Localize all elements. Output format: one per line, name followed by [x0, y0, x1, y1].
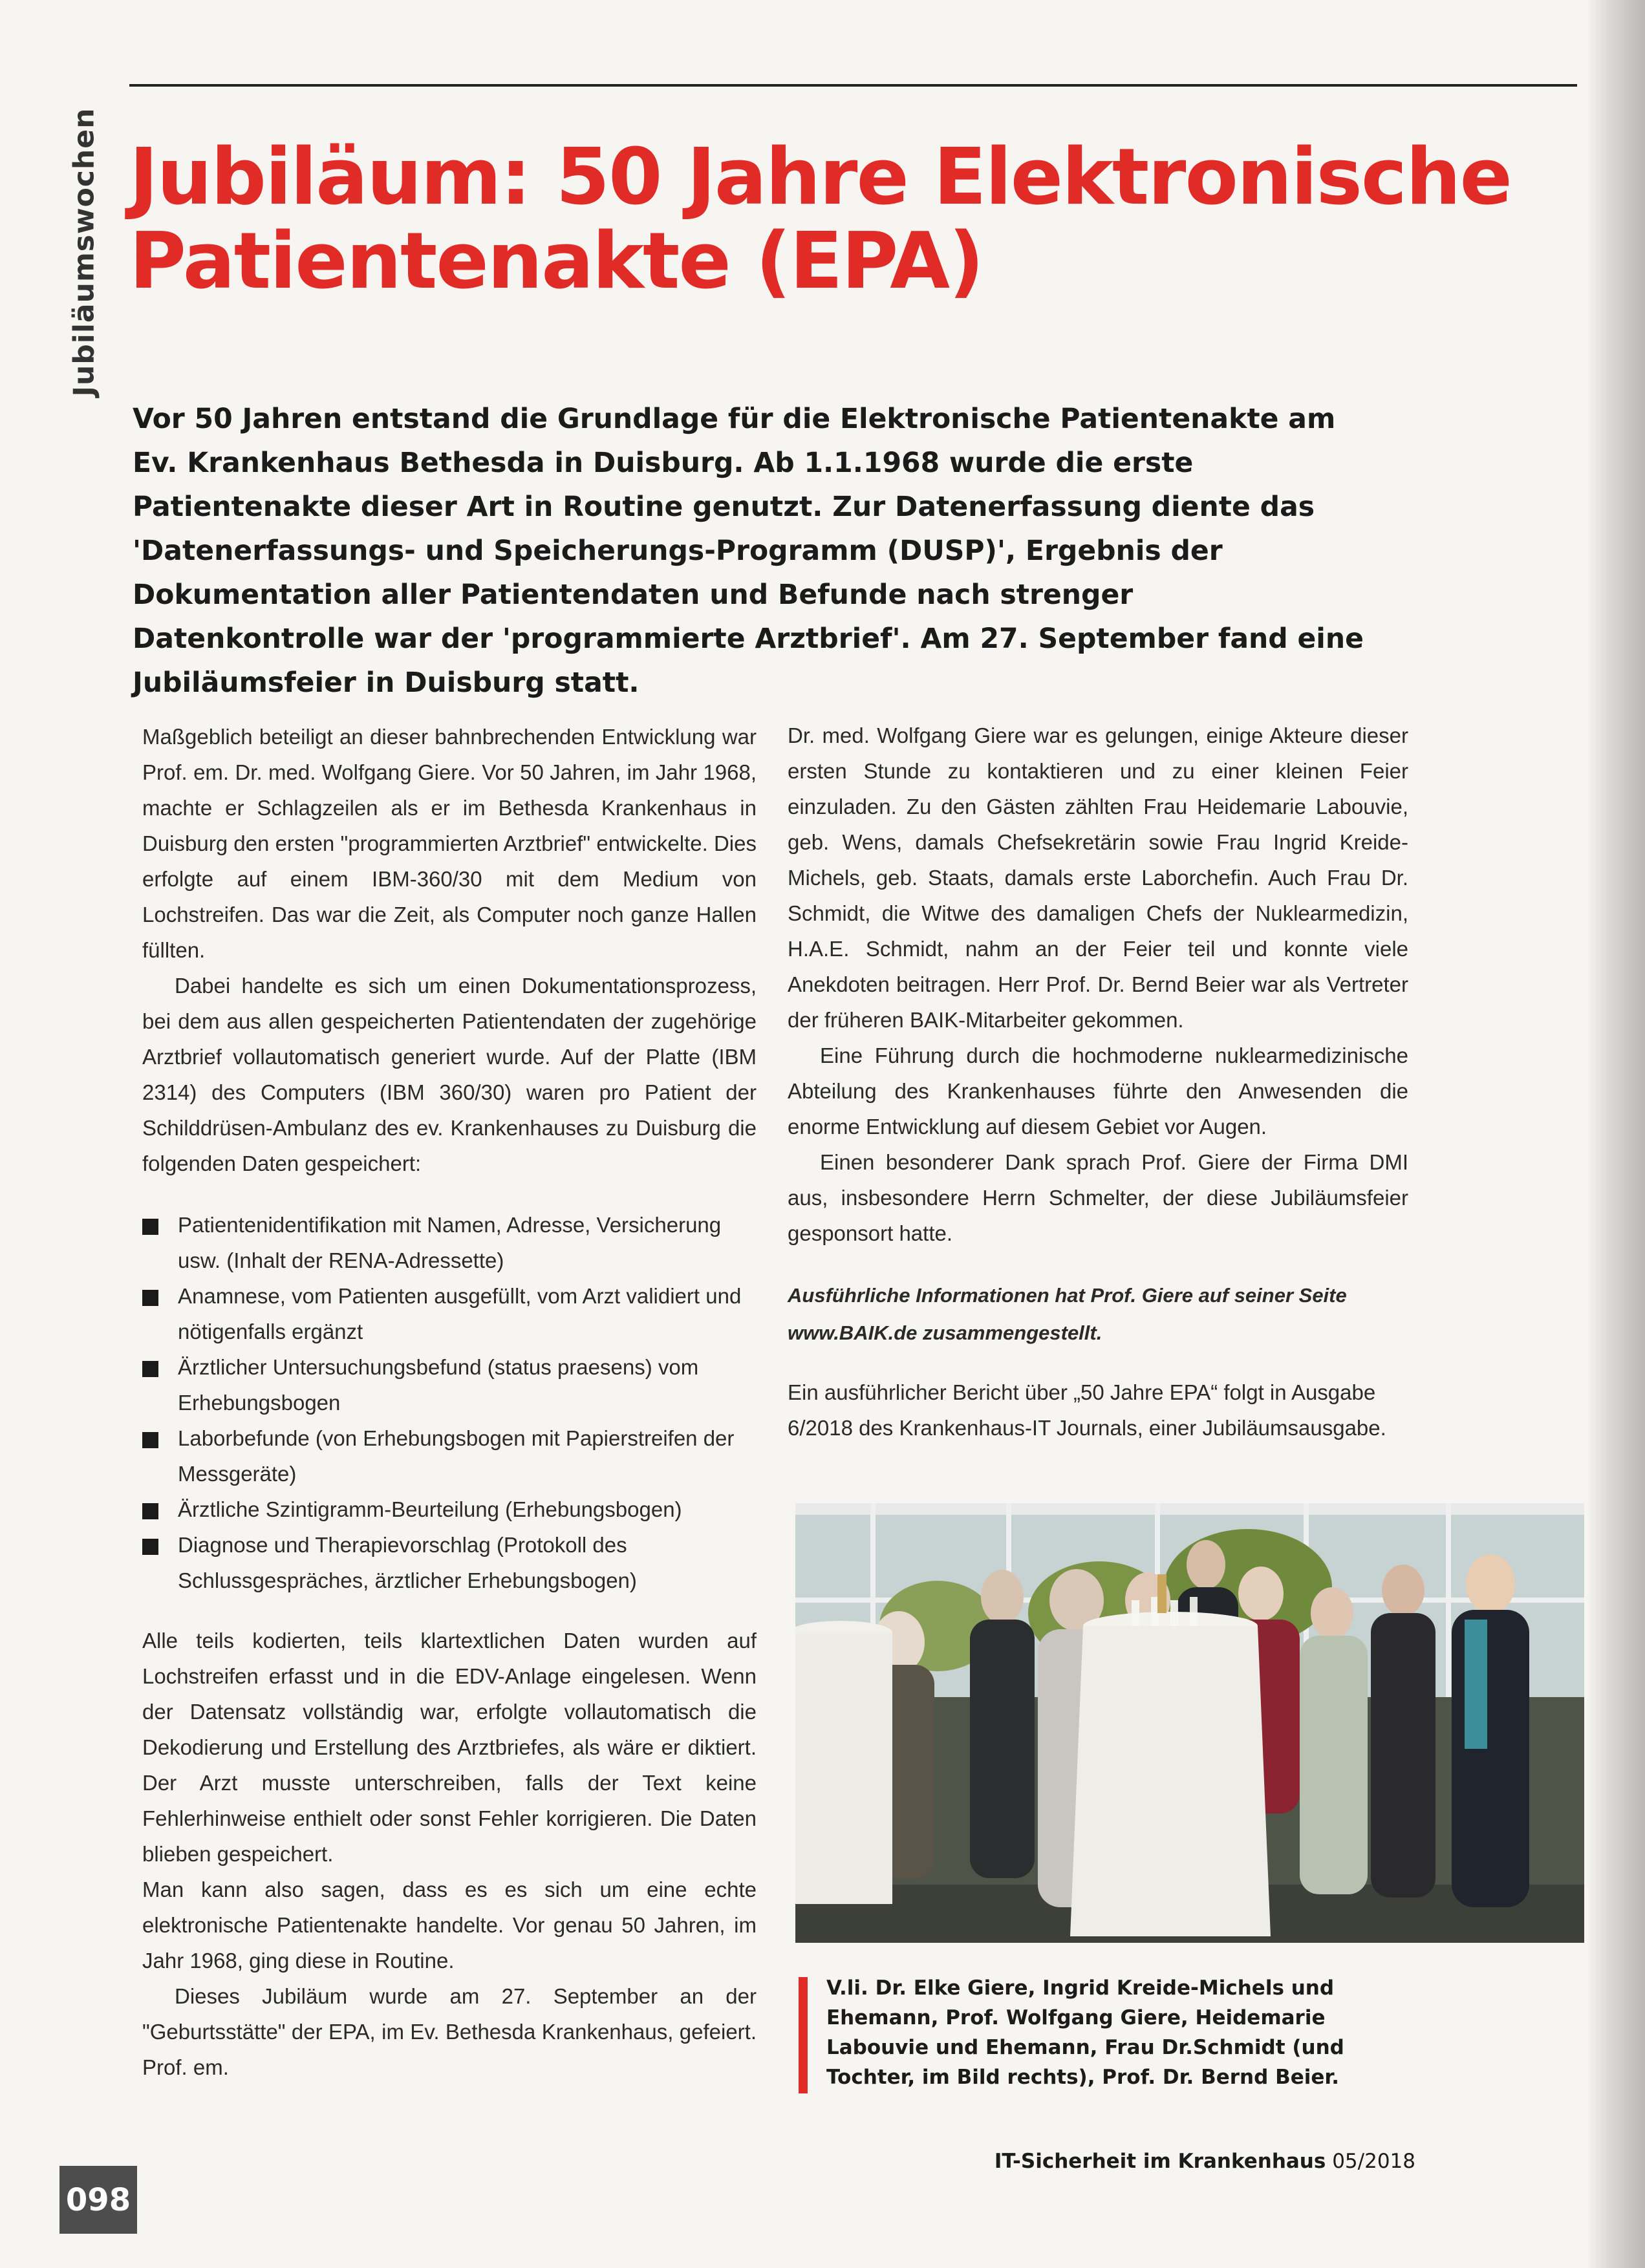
magazine-name: IT-Sicherheit im Krankenhaus [994, 2150, 1326, 2173]
list-item [142, 1492, 757, 1527]
lead-paragraph: Vor 50 Jahren entstand die Grundlage für die Elektronische Patientenakte am Ev. Krankenhaus Bethesda in Duisburg. Ab 1.1.1968 wurde die erste Patientenakte dieser Art in Routine genutzt. Zur Datenerfassung diente das 'Datenerfassungs- und Speicherungs-Programm (DUSP)', Ergebnis der Dokumentation aller Patientendaten und Befunde nach strenger Datenkontrolle war der 'programmierte Arztbrief'. Am 27. September fand eine Jubiläumsfeier in Duisburg statt. [133, 403, 1364, 699]
top-rule [129, 84, 1577, 87]
left-column [142, 719, 757, 2085]
section-label-text: Jubiläumswochen [67, 107, 101, 397]
bullet-square-icon [142, 1219, 158, 1235]
body-paragraph: Maßgeblich beteiligt an dieser bahnbrechenden Entwicklung war Prof. em. Dr. med. Wolfgang Giere. Vor 50 Jahren, im Jahr 1968, machte er Schlagzeilen als er im Bethesda Krankenhaus in Duisburg den ersten "programmierten Arztbrief" entwickelte. Dies erfolgte auf einem IBM-360/30 mit dem Medium von Lochstreifen. Das war die Zeit, als Computer noch ganze Hallen füllten. [142, 725, 757, 962]
caption-accent-bar [799, 1977, 808, 2093]
footer [995, 2150, 1415, 2173]
group-photo [795, 1503, 1584, 1943]
photo-caption: V.li. Dr. Elke Giere, Ingrid Kreide-Michels und Ehemann, Prof. Wolfgang Giere, Heidemarie Labouvie und Ehemann, Frau Dr.Schmidt (und Tochter, im Bild rechts), Prof. Dr. Bernd Beier. [826, 1976, 1344, 2089]
list-item-text: Ärztliche Szintigramm-Beurteilung (Erhebungsbogen) [178, 1497, 682, 1521]
bullet-square-icon [142, 1503, 158, 1519]
body-paragraph: Man kann also sagen, dass es es sich um eine echte elektronische Patientenakte handelte. Vor genau 50 Jahren, im Jahr 1968, ging diese in Routine. [142, 1878, 757, 1973]
body-paragraph: Dieses Jubiläum wurde am 27. September an der "Geburtsstätte" der EPA, im Ev. Bethesda Krankenhaus, gefeiert. Prof. em. [142, 1984, 757, 2079]
data-list [142, 1207, 757, 1598]
report-note: Ein ausführlicher Bericht über „50 Jahre EPA“ folgt in Ausgabe 6/2018 des Krankenhaus-IT Journals, einer Jubiläumsausgabe. [788, 1380, 1386, 1440]
body-paragraph: Dr. med. Wolfgang Giere war es gelungen, einige Akteure dieser ersten Stunde zu kontaktieren und zu einer kleinen Feier einzuladen. Zu den Gästen zählten Frau Heidemarie Labouvie, geb. Wens, damals Chefsekretärin sowie Frau Ingrid Kreide-Michels, geb. Staats, damals erste Laborchefin. Auch Frau Dr. Schmidt, die Witwe des damaligen Chefs der Nuklearmedizin, H.A.E. Schmidt, nahm an der Feier teil und konnte viele Anekdoten beitragen. Herr Prof. Dr. Bernd Beier war als Vertreter der früheren BAIK-Mitarbeiter gekommen. [788, 723, 1408, 1032]
bullet-square-icon [142, 1290, 158, 1306]
bullet-square-icon [142, 1539, 158, 1555]
page-number: 098 [59, 2166, 137, 2234]
list-item [142, 1349, 757, 1420]
list-item-text: Ärztlicher Untersuchungsbefund (status praesens) vom Erhebungsbogen [178, 1355, 699, 1415]
headline: Jubiläum: 50 Jahre Elektronische Patientenakte (EPA) [129, 133, 1511, 306]
list-item-text: Laborbefunde (von Erhebungsbogen mit Papierstreifen der Messgeräte) [178, 1426, 735, 1486]
body-paragraph: Dabei handelte es sich um einen Dokumentationsprozess, bei dem aus allen gespeicherten Patientendaten der zugehörige Arztbrief vollautomatisch generiert wurde. Auf der Platte (IBM 2314) des Computers (IBM 360/30) waren pro Patient der Schilddrüsen-Ambulanz des ev. Krankenhauses zu Duisburg die folgenden Daten gespeichert: [142, 974, 757, 1175]
list-item-text: Patientenidentifikation mit Namen, Adresse, Versicherung usw. (Inhalt der RENA-Adressette) [178, 1213, 722, 1272]
body-paragraph: Alle teils kodierten, teils klartextlichen Daten wurden auf Lochstreifen erfasst und in die EDV-Anlage eingelesen. Wenn der Datensatz vollständig war, erfolgte vollautomatisch die Dekodierung und Erstellung des Arztbriefes, als wäre er diktiert. Der Arzt musste unterschreiben, falls der Text keine Fehlerhinweise enthielt oder sonst Fehler korrigieren. Die Daten blieben gespeichert. [142, 1629, 757, 1866]
list-item [142, 1207, 757, 1278]
section-label [65, 97, 103, 407]
list-item-text: Anamnese, vom Patienten ausgefüllt, vom Arzt validiert und nötigenfalls ergänzt [178, 1284, 742, 1343]
list-item [142, 1527, 757, 1598]
list-item-text: Diagnose und Therapievorschlag (Protokoll des Schlussgespräches, ärztlicher Erhebungsbogen) [178, 1533, 637, 1592]
list-item [142, 1278, 757, 1349]
body-paragraph: Einen besonderer Dank sprach Prof. Giere der Firma DMI aus, insbesondere Herrn Schmelter, der diese Jubiläumsfeier gesponsort hatte. [788, 1150, 1408, 1245]
body-paragraph: Eine Führung durch die hochmoderne nuklearmedizinische Abteilung des Krankenhauses führte den Anwesenden die enorme Entwicklung auf diesem Gebiet vor Augen. [788, 1043, 1408, 1139]
bullet-square-icon [142, 1361, 158, 1377]
group-photo-illustration [795, 1503, 1584, 1943]
right-column [788, 718, 1408, 1446]
info-note: Ausführliche Informationen hat Prof. Giere auf seiner Seite www.BAIK.de zusammengestellt. [788, 1284, 1347, 1344]
list-item [142, 1420, 757, 1492]
page-edge-shadow [1587, 0, 1645, 2268]
issue-number: 05/2018 [1332, 2150, 1415, 2173]
bullet-square-icon [142, 1432, 158, 1448]
